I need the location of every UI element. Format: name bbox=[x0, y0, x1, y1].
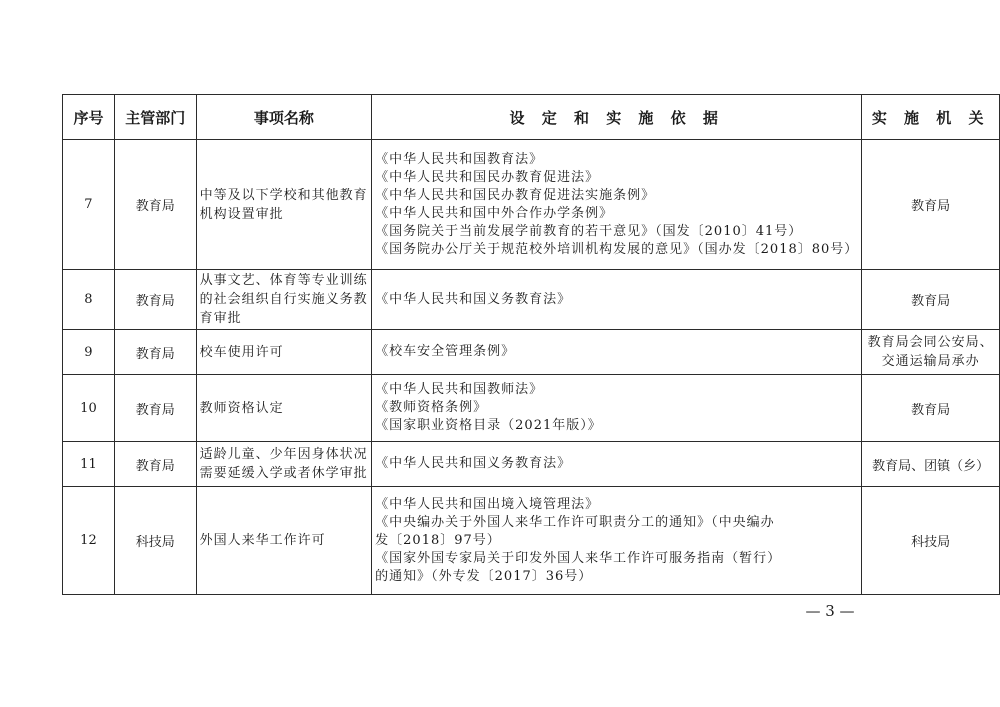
basis-line: 《校车安全管理条例》 bbox=[375, 344, 516, 359]
table-header-row bbox=[63, 95, 1000, 140]
row-item-name: 外国人来华工作许可 bbox=[196, 487, 371, 595]
row-legal-basis bbox=[372, 140, 862, 270]
row-item-name: 校车使用许可 bbox=[196, 330, 371, 375]
basis-line: 《中华人民共和国教育法》 bbox=[375, 151, 544, 167]
basis-line: 《中央编办关于外国人来华工作许可职责分工的通知》（中央编办 bbox=[375, 514, 775, 530]
row-department: 教育局 bbox=[114, 330, 196, 375]
row-authority: 教育局会同公安局、交通运输局承办 bbox=[862, 330, 1000, 375]
row-department: 教育局 bbox=[114, 375, 196, 442]
basis-line: 的通知》（外专发〔2017〕36号） bbox=[375, 568, 593, 584]
row-department: 教育局 bbox=[114, 270, 196, 330]
basis-line: 《中华人民共和国教师法》 bbox=[375, 382, 544, 397]
basis-line: 《中华人民共和国义务教育法》 bbox=[375, 456, 572, 471]
header-item-name: 事项名称 bbox=[196, 95, 371, 140]
basis-line: 《中华人民共和国义务教育法》 bbox=[375, 291, 572, 307]
basis-line: 《国家职业资格目录（2021年版）》 bbox=[375, 418, 602, 433]
row-authority: 科技局 bbox=[862, 487, 1000, 595]
row-authority: 教育局、团镇（乡） bbox=[862, 442, 1000, 487]
row-item-name: 教师资格认定 bbox=[196, 375, 371, 442]
row-item-name: 从事文艺、体育等专业训练的社会组织自行实施义务教育审批 bbox=[196, 270, 371, 330]
row-legal-basis bbox=[372, 442, 862, 487]
row-serial-number: 11 bbox=[63, 442, 115, 487]
basis-line: 《教师资格条例》 bbox=[375, 400, 488, 415]
row-serial-number: 8 bbox=[63, 270, 115, 330]
row-item-name: 适龄儿童、少年因身体状况需要延缓入学或者休学审批 bbox=[196, 442, 371, 487]
header-department: 主管部门 bbox=[114, 95, 196, 140]
table-row bbox=[63, 270, 1000, 330]
row-department: 科技局 bbox=[114, 487, 196, 595]
basis-line: 《国务院关于当前发展学前教育的若干意见》（国发〔2010〕41号） bbox=[375, 223, 803, 239]
header-implementing-authority: 实 施 机 关 bbox=[862, 95, 1000, 140]
page-number: — 3 — bbox=[805, 602, 855, 620]
row-department: 教育局 bbox=[114, 442, 196, 487]
row-department: 教育局 bbox=[114, 140, 196, 270]
table-row bbox=[63, 140, 1000, 270]
basis-line: 《国家外国专家局关于印发外国人来华工作许可服务指南（暂行） bbox=[375, 550, 782, 566]
row-legal-basis bbox=[372, 270, 862, 330]
table-row bbox=[63, 442, 1000, 487]
row-serial-number: 7 bbox=[63, 140, 115, 270]
basis-line: 《国务院办公厅关于规范校外培训机构发展的意见》（国办发〔2018〕80号） bbox=[375, 241, 859, 257]
administrative-items-table bbox=[62, 94, 1000, 595]
basis-line: 《中华人民共和国民办教育促进法》 bbox=[375, 169, 600, 185]
basis-line: 《中华人民共和国民办教育促进法实施条例》 bbox=[375, 187, 656, 203]
row-authority: 教育局 bbox=[862, 375, 1000, 442]
header-serial-number: 序号 bbox=[63, 95, 115, 140]
row-legal-basis bbox=[372, 330, 862, 375]
row-item-name: 中等及以下学校和其他教育机构设置审批 bbox=[196, 140, 371, 270]
row-serial-number: 10 bbox=[63, 375, 115, 442]
table-row bbox=[63, 487, 1000, 595]
basis-line: 《中华人民共和国出境入境管理法》 bbox=[375, 496, 600, 512]
row-authority: 教育局 bbox=[862, 140, 1000, 270]
row-serial-number: 9 bbox=[63, 330, 115, 375]
basis-line: 《中华人民共和国中外合作办学条例》 bbox=[375, 205, 614, 221]
row-serial-number: 12 bbox=[63, 487, 115, 595]
row-legal-basis bbox=[372, 375, 862, 442]
table-row bbox=[63, 375, 1000, 442]
basis-line: 发〔2018〕97号） bbox=[375, 532, 501, 548]
row-legal-basis bbox=[372, 487, 862, 595]
row-authority: 教育局 bbox=[862, 270, 1000, 330]
table-row bbox=[63, 330, 1000, 375]
header-legal-basis: 设 定 和 实 施 依 据 bbox=[372, 95, 862, 140]
